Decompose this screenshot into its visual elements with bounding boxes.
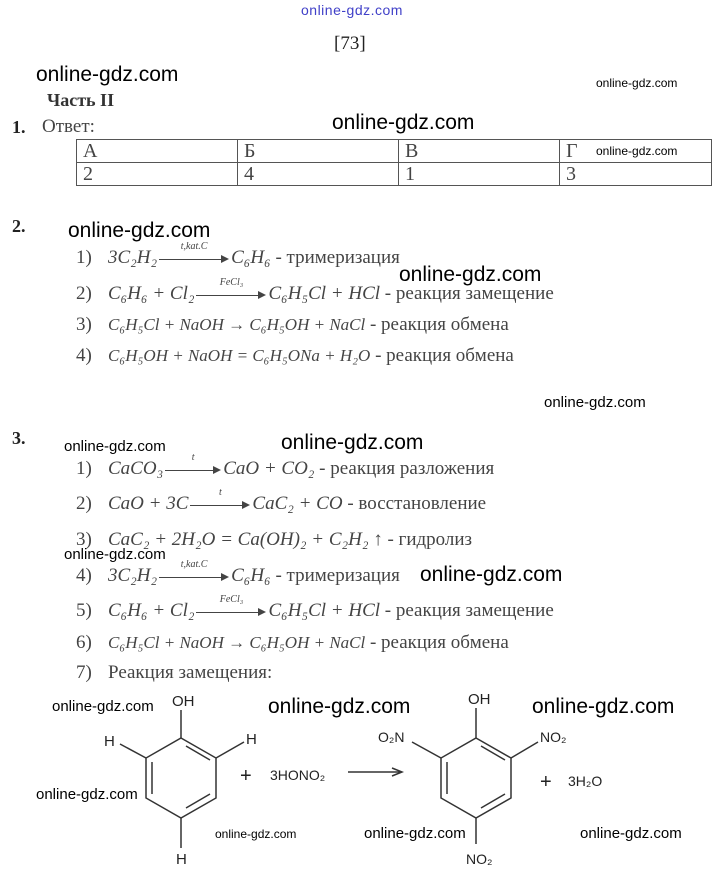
reaction-arrow-icon	[157, 558, 231, 586]
equation-description: - реакция замещение	[384, 283, 554, 304]
reaction-arrow-icon	[194, 276, 268, 304]
arrow-condition: FeCl₃	[219, 593, 244, 605]
equation-number: 6)	[76, 632, 92, 653]
equation-description: - реакция разложения	[319, 458, 495, 479]
watermark: online-gdz.com	[420, 563, 563, 586]
q2-equation-3	[76, 314, 509, 336]
part-title: Часть II	[47, 90, 115, 110]
watermark: online-gdz.com	[68, 219, 211, 242]
watermark: online-gdz.com	[544, 394, 646, 411]
equation-number: 4)	[76, 345, 92, 366]
reaction-arrow-icon	[194, 593, 268, 621]
watermark: online-gdz.com	[364, 825, 466, 842]
equation-description: - тримеризация	[275, 565, 400, 586]
answer-value-cell: 1	[399, 163, 560, 186]
answer-header-cell: В	[399, 140, 560, 163]
equation-right: CaC₂ + CO	[252, 493, 343, 514]
equation-left: C₆H₅Cl + NaOH → C₆H₅OH + NaCl	[108, 315, 366, 334]
equation-description: - реакция замещение	[384, 600, 554, 621]
watermark: online-gdz.com	[332, 111, 475, 134]
arrow-condition: FeCl₃	[219, 276, 244, 288]
arrow-condition: t,kat.C	[180, 240, 208, 252]
equation-description: - реакция обмена	[369, 314, 509, 335]
equation-left: CaC₂ + 2H₂O = Ca(OH)₂ + C₂H₂ ↑	[108, 529, 383, 550]
equation-left: 3C₂H₂	[108, 247, 158, 268]
equation-right: CaO + CO₂	[223, 458, 315, 479]
equation-left: C₆H₅Cl + NaOH → C₆H₅OH + NaCl	[108, 633, 366, 652]
equation-right: C₆H₅Cl + HCl	[268, 600, 381, 621]
answer-table-value-row	[77, 163, 712, 186]
water-label: 3H₂O	[568, 773, 603, 789]
equation-left: C₆H₅OH + NaOH = C₆H₅ONa + H₂O	[108, 346, 371, 365]
watermark: online-gdz.com	[580, 825, 682, 842]
benzene-ring-icon	[146, 738, 216, 818]
q3-equation-5	[76, 593, 554, 622]
plus-sign: +	[240, 765, 252, 787]
reaction-scheme	[0, 680, 724, 880]
q2-equation-4	[76, 345, 514, 367]
answer-label: Ответ:	[42, 116, 95, 137]
watermark: online-gdz.com	[532, 695, 675, 718]
watermark: online-gdz.com	[596, 144, 678, 158]
arrow-condition: t	[191, 451, 195, 463]
question-number-3: 3.	[12, 428, 26, 448]
equation-left: C₆H₆ + Cl₂	[108, 283, 195, 304]
q3-equation-1	[76, 451, 495, 480]
q3-equation-2	[76, 486, 487, 515]
q2-equation-2	[76, 276, 554, 305]
reagent-label: 3HONO₂	[270, 767, 326, 783]
equation-number: 2)	[76, 283, 92, 304]
watermark: online-gdz.com	[36, 63, 179, 86]
equation-description: - гидролиз	[387, 529, 473, 550]
equation-number: 1)	[76, 247, 92, 268]
h-label: H	[176, 851, 187, 868]
equation-left: Реакция замещения:	[108, 662, 273, 683]
answer-value-cell: 2	[77, 163, 238, 186]
q3-equation-3	[76, 529, 472, 551]
watermark: online-gdz.com	[596, 76, 678, 90]
reaction-arrow-icon	[188, 486, 252, 514]
answer-header-cell: Г	[560, 140, 712, 163]
benzene-ring-icon	[441, 738, 511, 818]
equation-number: 3)	[76, 529, 92, 550]
equation-left: 3C₂H₂	[108, 565, 158, 586]
equation-description: - тримеризация	[275, 247, 400, 268]
equation-number: 4)	[76, 565, 92, 586]
reaction-arrow-icon	[157, 240, 231, 268]
o2n-label: O₂N	[378, 729, 405, 745]
equation-number: 2)	[76, 493, 92, 514]
answer-value-cell: 4	[238, 163, 399, 186]
answer-header-cell: Б	[238, 140, 399, 163]
equation-description: - реакция обмена	[369, 632, 509, 653]
plus-sign: +	[540, 771, 552, 793]
equation-right: C₆H₆	[231, 247, 271, 268]
question-number-2: 2.	[12, 216, 26, 236]
watermark: online-gdz.com	[215, 827, 297, 841]
equation-description: - восстановление	[347, 493, 487, 514]
question-number-1: 1.	[12, 117, 26, 137]
equation-left: CaCO₃	[108, 458, 164, 479]
watermark: online-gdz.com	[64, 546, 166, 563]
watermark: online-gdz.com	[64, 438, 166, 455]
q3-equation-4	[76, 558, 400, 587]
oh-label: OH	[172, 693, 195, 710]
oh-label: OH	[468, 691, 491, 708]
arrow-condition: t,kat.C	[180, 558, 208, 570]
equation-number: 5)	[76, 600, 92, 621]
equation-number: 3)	[76, 314, 92, 335]
watermark: online-gdz.com	[268, 695, 411, 718]
equation-right: C₆H₅Cl + HCl	[268, 283, 381, 304]
h-label: H	[104, 733, 115, 750]
equation-left: CaO + 3C	[108, 493, 189, 514]
watermark: online-gdz.com	[399, 263, 542, 286]
equation-right: C₆H₆	[231, 565, 271, 586]
no2-label: NO₂	[540, 729, 567, 745]
equation-description: - реакция обмена	[375, 345, 514, 366]
watermark-top: online-gdz.com	[301, 2, 403, 18]
answer-header-cell: А	[77, 140, 238, 163]
equation-left: C₆H₆ + Cl₂	[108, 600, 195, 621]
q2-equation-1	[76, 240, 400, 269]
answer-value-cell: 3	[560, 163, 712, 186]
no2-label: NO₂	[466, 851, 493, 867]
equation-number: 7)	[76, 662, 92, 683]
page-number: [73]	[334, 33, 366, 54]
arrow-condition: t	[219, 486, 222, 498]
equation-number: 1)	[76, 458, 92, 479]
h-label: H	[246, 731, 257, 748]
watermark: online-gdz.com	[281, 431, 424, 454]
reaction-arrow-icon	[163, 451, 223, 479]
watermark: online-gdz.com	[52, 698, 154, 715]
watermark: online-gdz.com	[36, 786, 138, 803]
q3-equation-6	[76, 632, 509, 654]
